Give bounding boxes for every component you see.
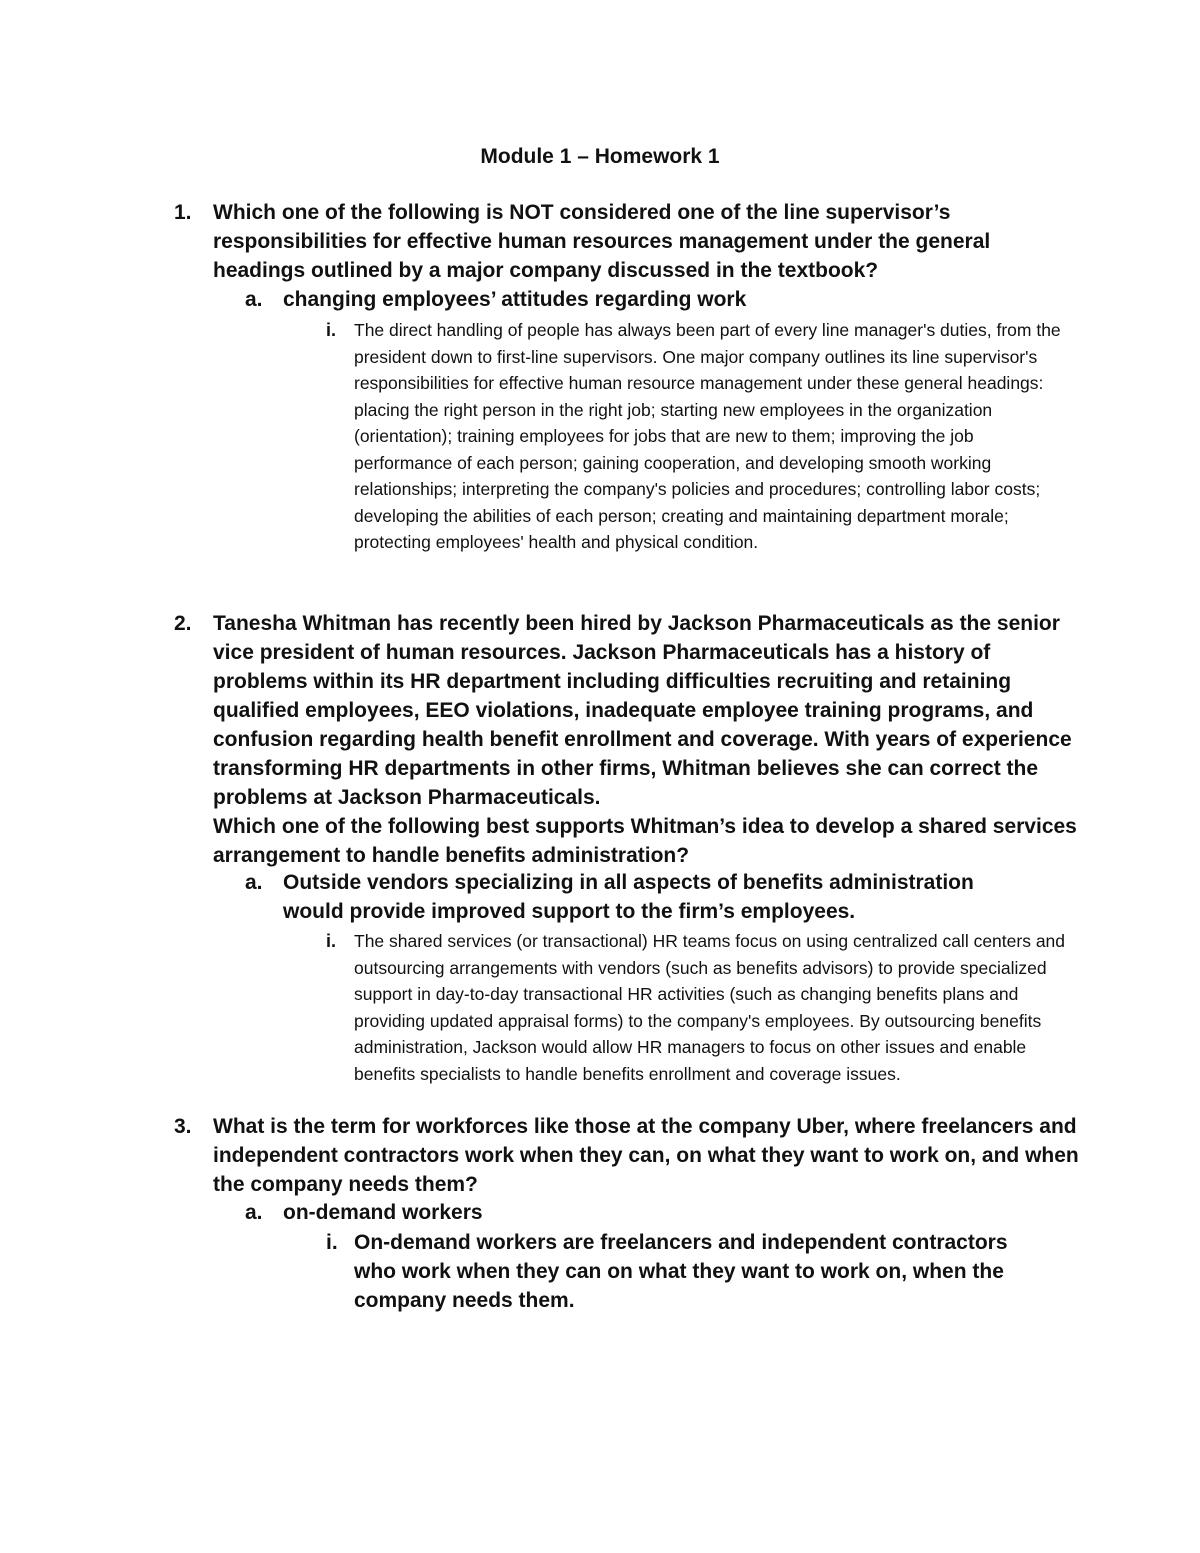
question-1-answer-letter: a. — [245, 288, 263, 311]
question-3-answer-letter: a. — [245, 1201, 263, 1224]
question-2-rationale: The shared services (or transactional) HR teams focus on using centralized call centers and outsourcing arrangements with vendors (such as benefits advisors) to provide specialized support in day-to-day transactional HR activities (such as changing benefits plans and providing updated appraisal forms) to the company's employees. By outsourcing benefits administration, Jackson would allow HR managers to focus on other issues and enable benefits specialists to handle benefits enrollment and coverage issues. — [354, 931, 1066, 1084]
question-2-prompt: Which one of the following best supports Whitman’s idea to develop a shared services arrangement to handle benefits administration? — [213, 815, 1077, 867]
page-title: Module 1 – Homework 1 — [480, 145, 720, 168]
question-3-answer: on-demand workers — [283, 1201, 483, 1224]
question-3-rationale-number: i. — [326, 1231, 338, 1254]
question-1-rationale: The direct handling of people has always been part of every line manager's duties, from the president down to first-line supervisors. One major company outlines its line supervisor's responsibilities for effective human resource management under these general headings: placing the right person in the right job; starting new employees in the organization (orientation); training employees for jobs that are new to them; improving the job performance of each person; gaining cooperation, and developing smooth working relationships; interpreting the company's policies and procedures; controlling labor costs; developing the abilities of each person; creating and maintaining department morale; protecting employees' health and physical condition. — [354, 320, 1061, 552]
question-1-number: 1. — [174, 201, 192, 224]
question-2-rationale-number: i. — [326, 931, 337, 951]
question-2-answer-letter: a. — [245, 871, 263, 894]
question-3-number: 3. — [174, 1115, 192, 1138]
question-3-rationale: On-demand workers are freelancers and independent contractors who work when they can on what they want to work on, when the company needs them. — [354, 1231, 1008, 1312]
question-2-text: Tanesha Whitman has recently been hired by Jackson Pharmaceuticals as the senior vice president of human resources. Jackson Pharmaceuticals has a history of problems within its HR department including difficulties recruiting and retaining qualified employees, EEO violations, inadequate employee training programs, and confusion regarding health benefit enrollment and coverage. With years of experience transforming HR departments in other firms, Whitman believes she can correct the problems at Jackson Pharmaceuticals. — [213, 612, 1072, 809]
question-2-number: 2. — [174, 612, 192, 635]
question-1-text: Which one of the following is NOT considered one of the line supervisor’s responsibilities for effective human resources management under the general headings outlined by a major company discussed in the textbook? — [213, 201, 991, 282]
question-1-answer: changing employees’ attitudes regarding work — [283, 288, 747, 311]
question-1-rationale-number: i. — [326, 320, 337, 340]
question-3-text: What is the term for workforces like those at the company Uber, where freelancers and independent contractors work when they can, on what they want to work on, and when the company needs them? — [213, 1115, 1079, 1196]
question-2-answer: Outside vendors specializing in all aspects of benefits administration would provide improved support to the firm’s employees. — [283, 871, 974, 923]
